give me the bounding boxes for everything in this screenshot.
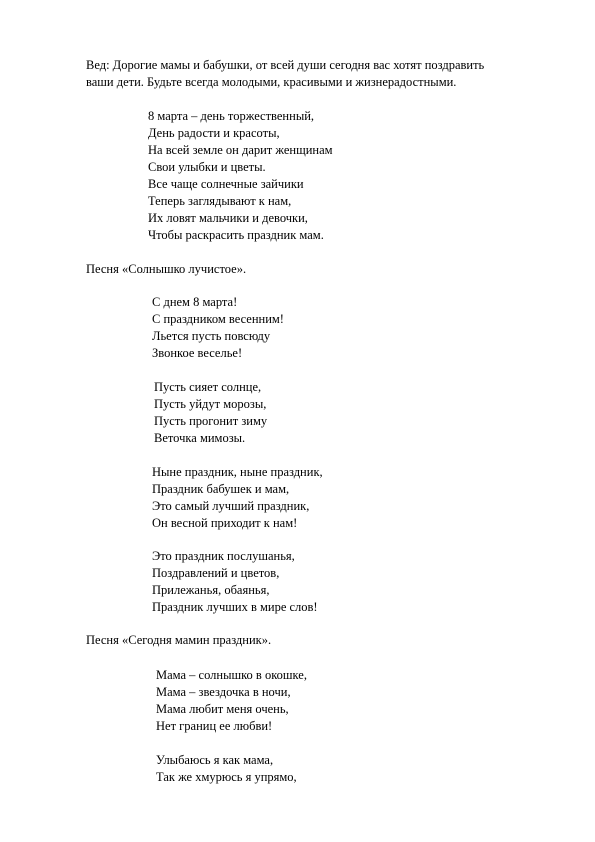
poem1-line-6: Теперь заглядывают к нам, xyxy=(148,194,292,208)
song1-v4-line-4: Праздник лучших в мире слов! xyxy=(152,600,318,614)
song2-v1-line-4: Нет границ ее любви! xyxy=(156,719,273,733)
song2-v1-line-3: Мама любит меня очень, xyxy=(156,702,289,716)
poem1-line-4: Свои улыбки и цветы. xyxy=(148,160,266,174)
song1-v2-line-1: Пусть сияет солнце, xyxy=(154,380,262,394)
song2-v1-line-1: Мама – солнышко в окошке, xyxy=(156,668,307,682)
poem1-line-5: Все чаще солнечные зайчики xyxy=(148,177,304,191)
song2-v2-line-2: Так же хмурюсь я упрямо, xyxy=(156,770,297,784)
song1-v3-line-4: Он весной приходит к нам! xyxy=(152,516,298,530)
song1-v1-line-3: Льется пусть повсюду xyxy=(152,329,271,343)
poem1-line-8: Чтобы раскрасить праздник мам. xyxy=(148,228,324,242)
song1-v3-line-3: Это самый лучший праздник, xyxy=(152,499,310,513)
poem1-line-2: День радости и красоты, xyxy=(148,126,280,140)
song1-v1-line-1: С днем 8 марта! xyxy=(152,295,238,309)
song2-v2-line-1: Улыбаюсь я как мама, xyxy=(156,753,274,767)
intro-line-1: Вед: Дорогие мамы и бабушки, от всей души сегодня вас хотят поздравить xyxy=(86,58,485,72)
song1-v3-line-1: Ныне праздник, ныне праздник, xyxy=(152,465,323,479)
song1-v3-line-2: Праздник бабушек и мам, xyxy=(152,482,290,496)
poem1-line-3: На всей земле он дарит женщинам xyxy=(148,143,333,157)
song1-v4-line-1: Это праздник послушанья, xyxy=(152,549,295,563)
poem1-line-1: 8 марта – день торжественный, xyxy=(148,109,315,123)
song1-v1-line-4: Звонкое веселье! xyxy=(152,346,243,360)
song1-v1-line-2: С праздником весенним! xyxy=(152,312,284,326)
song1-v4-line-3: Прилежанья, обаянья, xyxy=(152,583,270,597)
song1-v2-line-3: Пусть прогонит зиму xyxy=(154,414,268,428)
song1-v2-line-4: Веточка мимозы. xyxy=(154,431,246,445)
song2-v1-line-2: Мама – звездочка в ночи, xyxy=(156,685,291,699)
intro-line-2: ваши дети. Будьте всегда молодыми, красивыми и жизнерадостными. xyxy=(86,75,457,89)
song1-title: Песня «Солнышко лучистое». xyxy=(86,262,247,276)
song1-v4-line-2: Поздравлений и цветов, xyxy=(152,566,280,580)
poem1-line-7: Их ловят мальчики и девочки, xyxy=(148,211,308,225)
song2-title: Песня «Сегодня мамин праздник». xyxy=(86,633,272,647)
song1-v2-line-2: Пусть уйдут морозы, xyxy=(154,397,267,411)
